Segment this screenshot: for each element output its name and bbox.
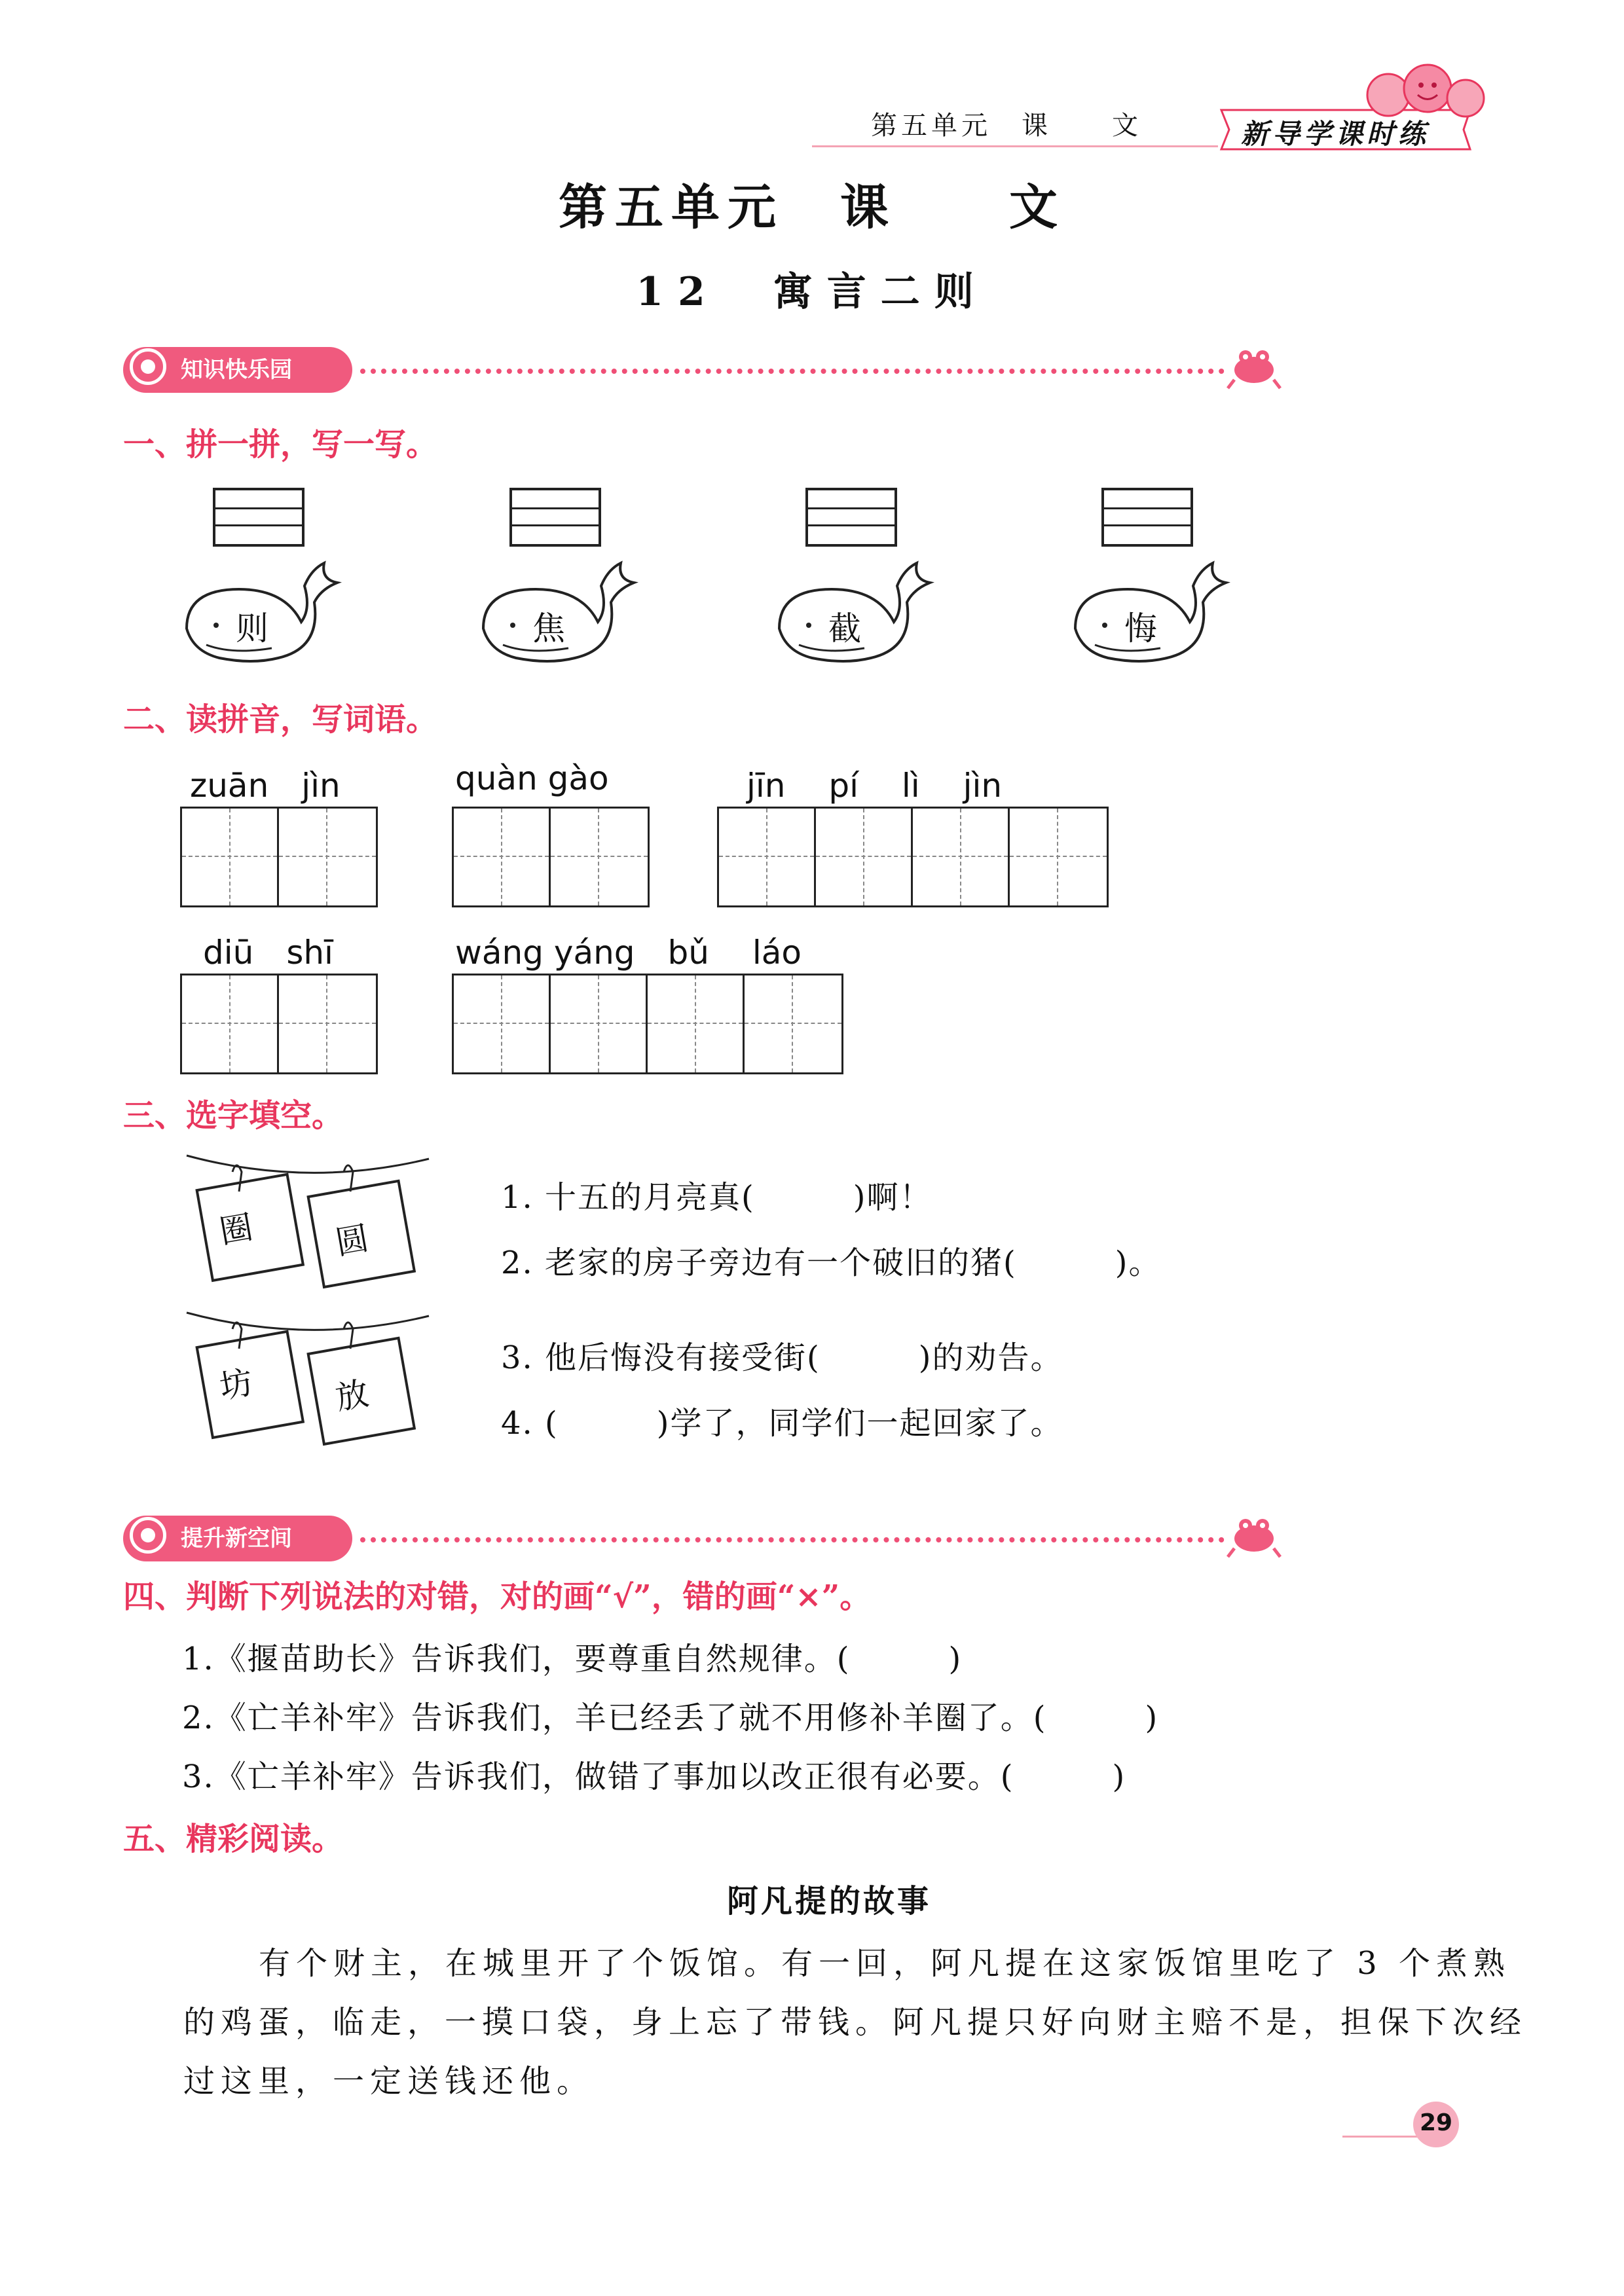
lesson-title: 12 寓言二则 (636, 269, 988, 315)
pinyin-label: diū shī (203, 934, 333, 972)
judge-item[interactable]: 2.《亡羊补牢》告诉我们，羊已经丢了就不用修补羊圈了。( ) (182, 1700, 1159, 1736)
target-char: 截 (828, 610, 861, 647)
unit-title: 第五单元 课 文 (559, 179, 1065, 236)
target-char: 悔 (1124, 610, 1157, 647)
story-title: 阿凡提的故事 (727, 1883, 932, 1920)
fill-blank-item[interactable]: 1. 十五的月亮真( )啊！ (501, 1179, 932, 1216)
fill-blank-item[interactable]: 4. ( )学了，同学们一起回家了。 (501, 1405, 1063, 1442)
story-line: 的鸡蛋，临走，一摸口袋，身上忘了带钱。阿凡提只好向财主赔不是，担保下次经 (183, 2004, 1528, 2041)
header-unit-label: 第五单元 课 文 (871, 111, 1142, 141)
frog-icon (1225, 344, 1283, 390)
pinyin-label: wáng yáng bǔ láo (455, 934, 802, 972)
pinyin-writing-frame[interactable] (509, 488, 601, 547)
q5-heading: 五、精彩阅读。 (123, 1821, 344, 1857)
story-line: 有个财主，在城里开了个饭馆。有一回，阿凡提在这家饭馆里吃了 3 个煮熟 (259, 1945, 1511, 1982)
choice-char: 圆 (333, 1219, 372, 1262)
section-badge-knowledge (123, 347, 352, 393)
q3-heading: 三、选字填空。 (123, 1097, 344, 1134)
writing-grid[interactable] (452, 807, 650, 907)
frog-icon (1225, 1512, 1283, 1558)
badge-ring-icon (130, 1517, 166, 1554)
story-line: 过这里，一定送钱还他。 (183, 2063, 595, 2100)
pinyin-label: quàn gào (455, 759, 609, 797)
badge-label: 知识快乐园 (181, 357, 292, 383)
choice-char: 放 (333, 1374, 372, 1417)
header-brand: 新导学课时练 (1241, 118, 1430, 150)
fill-blank-item[interactable]: 2. 老家的房子旁边有一个破旧的猪( )。 (501, 1245, 1162, 1281)
pinyin-writing-frame[interactable] (213, 488, 304, 547)
cartoon-kids-icon (1342, 59, 1493, 131)
section-badge-advance (123, 1516, 352, 1561)
pinyin-writing-frame[interactable] (1101, 488, 1193, 547)
choice-char: 坊 (217, 1363, 256, 1406)
judge-item[interactable]: 1.《揠苗助长》告诉我们，要尊重自然规律。( ) (182, 1641, 963, 1677)
q1-heading: 一、拼一拼，写一写。 (123, 426, 438, 463)
judge-item[interactable]: 3.《亡羊补牢》告诉我们，做错了事加以改正很有必要。( ) (182, 1758, 1126, 1795)
q2-heading: 二、读拼音，写词语。 (123, 701, 438, 738)
pinyin-label: jīn pí lì jìn (747, 767, 1003, 805)
fill-blank-item[interactable]: 3. 他后悔没有接受街( )的劝告。 (501, 1339, 1063, 1376)
writing-grid[interactable] (180, 974, 378, 1074)
writing-grid[interactable] (717, 807, 1109, 907)
choice-char: 圈 (217, 1208, 256, 1251)
writing-grid[interactable] (452, 974, 843, 1074)
pinyin-label: zuān jìn (190, 767, 341, 805)
writing-grid[interactable] (180, 807, 378, 907)
page-number: 29 (1419, 2109, 1453, 2136)
header-rule (812, 145, 1218, 147)
q4-heading: 四、判断下列说法的对错，对的画“√”，错的画“×”。 (123, 1578, 872, 1615)
target-char: 则 (236, 610, 268, 647)
badge-ring-icon (130, 348, 166, 385)
target-char: 焦 (532, 610, 565, 647)
dotted-divider (360, 1537, 1225, 1542)
page-number-rule (1342, 2136, 1418, 2138)
badge-label: 提升新空间 (181, 1525, 292, 1552)
pinyin-writing-frame[interactable] (805, 488, 897, 547)
dotted-divider (360, 369, 1225, 374)
